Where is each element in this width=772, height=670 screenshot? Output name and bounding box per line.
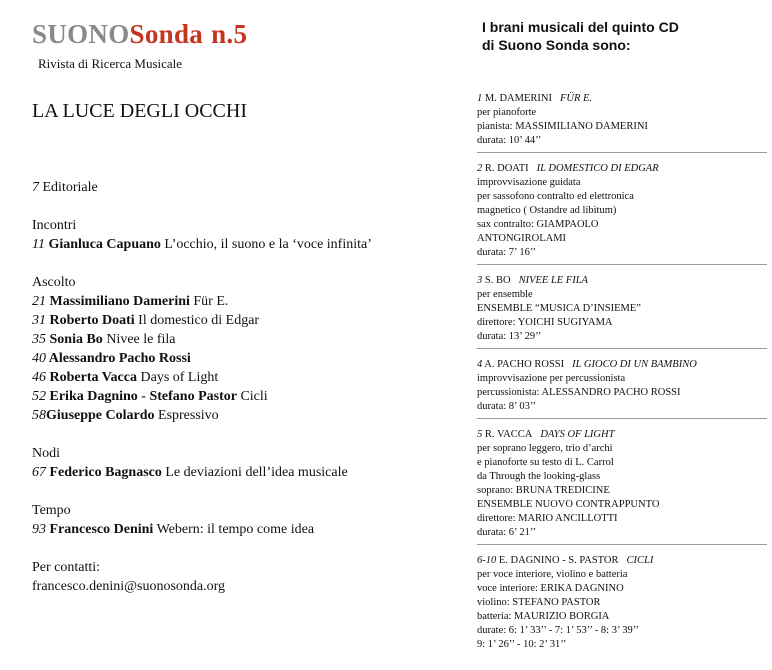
magazine-title: [32, 19, 247, 50]
cd-heading-line1: I brani musicali del quinto CD: [482, 19, 679, 35]
track-detail-line: batteria: MAURIZIO BORGIA: [477, 611, 610, 622]
toc-article-title: Editoriale: [39, 180, 98, 195]
toc-section-title: Nodi: [32, 446, 60, 461]
toc-article-title: Espressivo: [154, 408, 219, 423]
toc-author: Federico Bagnasco: [46, 465, 162, 480]
track-composer: E. DAGNINO - S. PASTOR: [498, 555, 619, 566]
toc-entry: [32, 387, 372, 406]
toc-entry: [32, 311, 372, 330]
toc-section-title: Incontri: [32, 218, 77, 233]
track-detail-line: sax contralto: GIAMPAOLO: [477, 219, 599, 230]
track-work-title: IL DOMESTICO DI EDGAR: [536, 163, 659, 174]
track-work-title: FÜR E.: [559, 93, 593, 104]
track-detail-line: violino: STEFANO PASTOR: [477, 597, 601, 608]
track-composer: A. PACHO ROSSI: [484, 359, 565, 370]
track-number: 1: [477, 93, 483, 104]
toc-article-title: Für E.: [189, 294, 229, 309]
track-number: 6-10: [477, 555, 497, 566]
toc-entry: [32, 349, 372, 368]
cd-heading: [482, 18, 762, 54]
cd-heading-line2: di Suono Sonda sono:: [482, 37, 631, 53]
contacts-label: Per contatti:: [32, 560, 101, 575]
track-detail-line: direttore: YOICHI SUGIYAMA: [477, 317, 613, 328]
toc-author: Alessandro Pacho Rossi: [46, 351, 191, 366]
track-detail-line: da Through the looking-glass: [477, 471, 601, 482]
table-of-contents: [32, 178, 372, 596]
toc-section-title: Ascolto: [32, 275, 76, 290]
track-detail-line: percussionista: ALESSANDRO PACHO ROSSI: [477, 387, 681, 398]
track-composer: M. DAMERINI: [484, 93, 552, 104]
track-work-title: NIVEE LE FILA: [518, 275, 588, 286]
track-header: [477, 162, 767, 176]
cd-track: [477, 92, 767, 153]
toc-section: [32, 444, 372, 482]
toc-page-number: 67: [32, 465, 46, 480]
track-detail-line: durata: 7’ 16’’: [477, 247, 537, 258]
track-number: 2: [477, 163, 483, 174]
toc-page-number: 7: [32, 180, 39, 195]
track-header: [477, 92, 767, 106]
track-detail-line: direttore: MARIO ANCILLOTTI: [477, 513, 618, 524]
track-number: 5: [477, 429, 483, 440]
toc-entry: [32, 330, 372, 349]
cd-track: [477, 358, 767, 419]
toc-author: Erika Dagnino - Stefano Pastor: [46, 389, 237, 404]
toc-author: Roberta Vacca: [46, 370, 137, 385]
track-detail-line: durata: 10’ 44’’: [477, 135, 542, 146]
toc-page-number: 31: [32, 313, 46, 328]
toc-entry: [32, 463, 372, 482]
toc-entry: [32, 520, 372, 539]
track-detail-line: pianista: MASSIMILIANO DAMERINI: [477, 121, 648, 132]
cd-track: [477, 554, 767, 656]
toc-article-title: Il domestico di Edgar: [134, 313, 260, 328]
toc-page-number: 46: [32, 370, 46, 385]
toc-section: [32, 273, 372, 425]
track-detail-line: durata: 13’ 29’’: [477, 331, 542, 342]
track-detail-line: ENSEMBLE “MUSICA D’INSIEME”: [477, 303, 641, 314]
toc-page-number: 35: [32, 332, 46, 347]
track-work-title: DAYS OF LIGHT: [540, 429, 615, 440]
toc-section-title: Tempo: [32, 503, 71, 518]
magazine-subtitle: Rivista di Ricerca Musicale: [38, 56, 183, 71]
track-header: [477, 554, 767, 568]
track-detail-line: magnetico ( Ostandre ad libitum): [477, 205, 617, 216]
track-number: 4: [477, 359, 483, 370]
track-detail-line: per pianoforte: [477, 107, 537, 118]
toc-author: Roberto Doati: [46, 313, 135, 328]
toc-section: [32, 501, 372, 539]
toc-entry: [32, 406, 372, 425]
toc-article-title: Webern: il tempo come idea: [153, 522, 315, 537]
track-composer: R. VACCA: [484, 429, 533, 440]
toc-author: Massimiliano Damerini: [46, 294, 190, 309]
toc-article-title: Le deviazioni dell’idea musicale: [161, 465, 348, 480]
track-composer: S. BO: [484, 275, 511, 286]
toc-entry: [32, 368, 372, 387]
toc-page-number: 58: [32, 408, 46, 423]
toc-section: [32, 216, 372, 254]
track-detail-line: soprano: BRUNA TREDICINE: [477, 485, 610, 496]
toc-author: Francesco Denini: [46, 522, 154, 537]
toc-entry: [32, 235, 372, 254]
contacts: [32, 558, 372, 596]
track-detail-line: e pianoforte su testo di L. Carrol: [477, 457, 614, 468]
toc-article-title: Cicli: [236, 389, 268, 404]
cd-track-list: [477, 92, 767, 665]
track-detail-line: durata: 8’ 03’’: [477, 401, 537, 412]
contact-email: francesco.denini@suonosonda.org: [32, 579, 226, 594]
toc-author: Gianluca Capuano: [44, 237, 161, 252]
track-header: [477, 274, 767, 288]
track-detail-line: per soprano leggero, trio d’archi: [477, 443, 613, 454]
track-detail-line: improvvisazione guidata: [477, 177, 581, 188]
cd-track: [477, 428, 767, 545]
toc-page-number: 21: [32, 294, 46, 309]
toc-author: Sonia Bo: [46, 332, 103, 347]
toc-entry: [32, 292, 372, 311]
track-detail-line: durata: 6’ 21’’: [477, 527, 537, 538]
toc-page-number: 40: [32, 351, 46, 366]
toc-entry: [32, 178, 372, 197]
toc-article-title: L’occhio, il suono e la ‘voce infinita’: [160, 237, 372, 252]
track-detail-line: ANTONGIROLAMI: [477, 233, 567, 244]
cd-track: [477, 162, 767, 265]
toc-page-number: 52: [32, 389, 46, 404]
track-detail-line: improvvisazione per percussionista: [477, 373, 626, 384]
toc-page-number: 93: [32, 522, 46, 537]
cd-track: [477, 274, 767, 349]
toc-page-number: 11: [32, 237, 45, 252]
track-detail-line: 9: 1’ 26’’ - 10: 2’ 31’’: [477, 639, 567, 650]
title-part-suono: SUONO: [32, 19, 130, 49]
toc-section: [32, 178, 372, 197]
track-work-title: CICLI: [626, 555, 654, 566]
issue-number: n.5: [211, 19, 248, 49]
track-header: [477, 358, 767, 372]
track-detail-line: ENSEMBLE NUOVO CONTRAPPUNTO: [477, 499, 660, 510]
track-detail-line: per ensemble: [477, 289, 533, 300]
track-work-title: IL GIOCO DI UN BAMBINO: [572, 359, 697, 370]
track-header: [477, 428, 767, 442]
track-number: 3: [477, 275, 483, 286]
track-composer: R. DOATI: [484, 163, 529, 174]
track-detail-line: per voce interiore, violino e batteria: [477, 569, 628, 580]
toc-article-title: Nivee le fila: [102, 332, 176, 347]
track-detail-line: per sassofono contralto ed elettronica: [477, 191, 634, 202]
toc-author: Giuseppe Colardo: [46, 408, 155, 423]
track-detail-line: durate: 6: 1’ 33’’ - 7: 1’ 53’’ - 8: 3’ 39’’: [477, 625, 640, 636]
toc-article-title: Days of Light: [137, 370, 219, 385]
title-part-sonda: Sonda: [129, 19, 204, 49]
issue-title: LA LUCE DEGLI OCCHI: [32, 100, 247, 122]
track-detail-line: voce interiore: ERIKA DAGNINO: [477, 583, 624, 594]
